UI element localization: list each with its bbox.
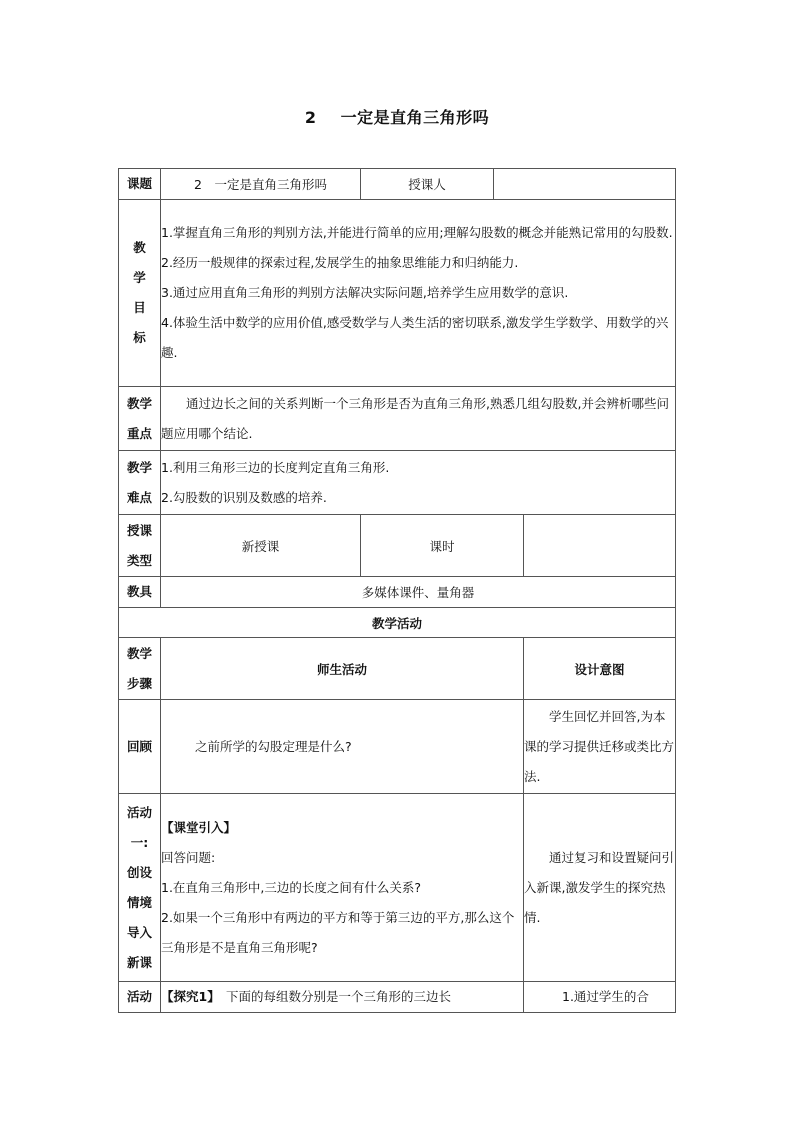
activity1-label-line: 一:: [130, 834, 149, 850]
activity2-label: 活动: [119, 982, 161, 1013]
key-points-text: 通过边长之间的关系判断一个三角形是否为直角三角形,熟悉几组勾股数,并会辨析哪些问题应用哪个结论.: [161, 387, 676, 451]
activities-header-row: [119, 608, 676, 638]
review-label: 回顾: [119, 700, 161, 794]
key-points-label-line: 教学: [126, 395, 152, 411]
goals-label-char: 学: [133, 270, 146, 285]
activity1-label: [119, 794, 161, 982]
activity2-intent: 1.通过学生的合: [524, 982, 676, 1013]
activity1-label-line: 导入: [126, 924, 152, 940]
activity2-text: 下面的每组数分别是一个三角形的三边长: [225, 989, 451, 1004]
difficulty-item: 2.勾股数的识别及数感的培养.: [161, 489, 327, 505]
activity1-intent: 通过复习和设置疑问引入新课,激发学生的探究热情.: [524, 794, 676, 982]
tools-row: [119, 577, 676, 608]
tools-label: 教具: [119, 577, 161, 608]
lesson-type-label-line: 类型: [126, 552, 152, 568]
goals-row: [119, 200, 676, 387]
key-points-label: [119, 387, 161, 451]
hours-label: 课时: [361, 515, 524, 577]
page-title: [0, 105, 794, 128]
difficulties-label-line: 难点: [126, 489, 152, 505]
teacher-label: 授课人: [361, 169, 494, 200]
column-header-row: [119, 638, 676, 700]
goals-label: [119, 200, 161, 387]
teacher-value: [494, 169, 676, 200]
lesson-type-row: [119, 515, 676, 577]
review-activity: 之前所学的勾股定理是什么?: [161, 700, 524, 794]
activity1-line: 回答问题:: [161, 849, 216, 865]
activity1-line: 1.在直角三角形中,三边的长度之间有什么关系?: [161, 879, 422, 895]
intent-header: 设计意图: [524, 638, 676, 700]
goals-label-char: 标: [133, 330, 146, 345]
goal-item: 1.掌握直角三角形的判别方法,并能进行简单的应用;理解勾股数的概念并能熟记常用的勾股数.: [161, 225, 673, 240]
activity2-row: [119, 982, 676, 1013]
lesson-type-label-line: 授课: [126, 522, 152, 538]
course-label: 课题: [119, 169, 161, 200]
goal-item: 4.体验生活中数学的应用价值,感受数学与人类生活的密切联系,激发学生学数学、用数学的兴趣.: [161, 315, 669, 360]
difficulty-item: 1.利用三角形三边的长度判定直角三角形.: [161, 459, 390, 475]
goals-label-char: 教: [133, 240, 146, 255]
key-points-row: [119, 387, 676, 451]
activity-header: 师生活动: [161, 638, 524, 700]
tools-value: 多媒体课件、量角器: [161, 577, 676, 608]
activity1-label-line: 创设: [126, 864, 152, 880]
difficulties-label-line: 教学: [126, 459, 152, 475]
difficulties-content: [161, 451, 676, 515]
lesson-type-value: 新授课: [161, 515, 361, 577]
activity1-label-line: 活动: [126, 804, 152, 820]
course-value: 2 一定是直角三角形吗: [161, 169, 361, 200]
review-row: [119, 700, 676, 794]
goals-content: [161, 200, 676, 387]
activity1-content: [161, 794, 524, 982]
activity1-line: 2.如果一个三角形中有两边的平方和等于第三边的平方,那么这个三角形是不是直角三角形呢?: [161, 909, 515, 955]
key-points-label-line: 重点: [126, 425, 152, 441]
lesson-type-label: [119, 515, 161, 577]
activity1-label-line: 情境: [126, 894, 152, 910]
hours-value: [524, 515, 676, 577]
step-header-line: 步骤: [126, 675, 152, 691]
course-row: [119, 169, 676, 200]
activity1-heading: 【课堂引入】: [161, 819, 237, 835]
step-header-line: 教学: [126, 645, 152, 661]
goal-item: 2.经历一般规律的探索过程,发展学生的抽象思维能力和归纳能力.: [161, 255, 519, 270]
title-number: 2: [304, 108, 317, 127]
goals-label-char: 目: [133, 300, 146, 315]
activity1-label-line: 新课: [126, 954, 152, 970]
goal-item: 3.通过应用直角三角形的判别方法解决实际问题,培养学生应用数学的意识.: [161, 285, 569, 300]
step-header: [119, 638, 161, 700]
activity1-row: [119, 794, 676, 982]
title-text: 一定是直角三角形吗: [340, 108, 490, 127]
activity2-heading: 【探究1】: [161, 989, 214, 1004]
activities-header: 教学活动: [119, 608, 676, 638]
activity2-content: [161, 982, 524, 1013]
review-intent: 学生回忆并回答,为本课的学习提供迁移或类比方法.: [524, 700, 676, 794]
difficulties-row: [119, 451, 676, 515]
difficulties-label: [119, 451, 161, 515]
lesson-plan-table: [118, 168, 676, 1013]
